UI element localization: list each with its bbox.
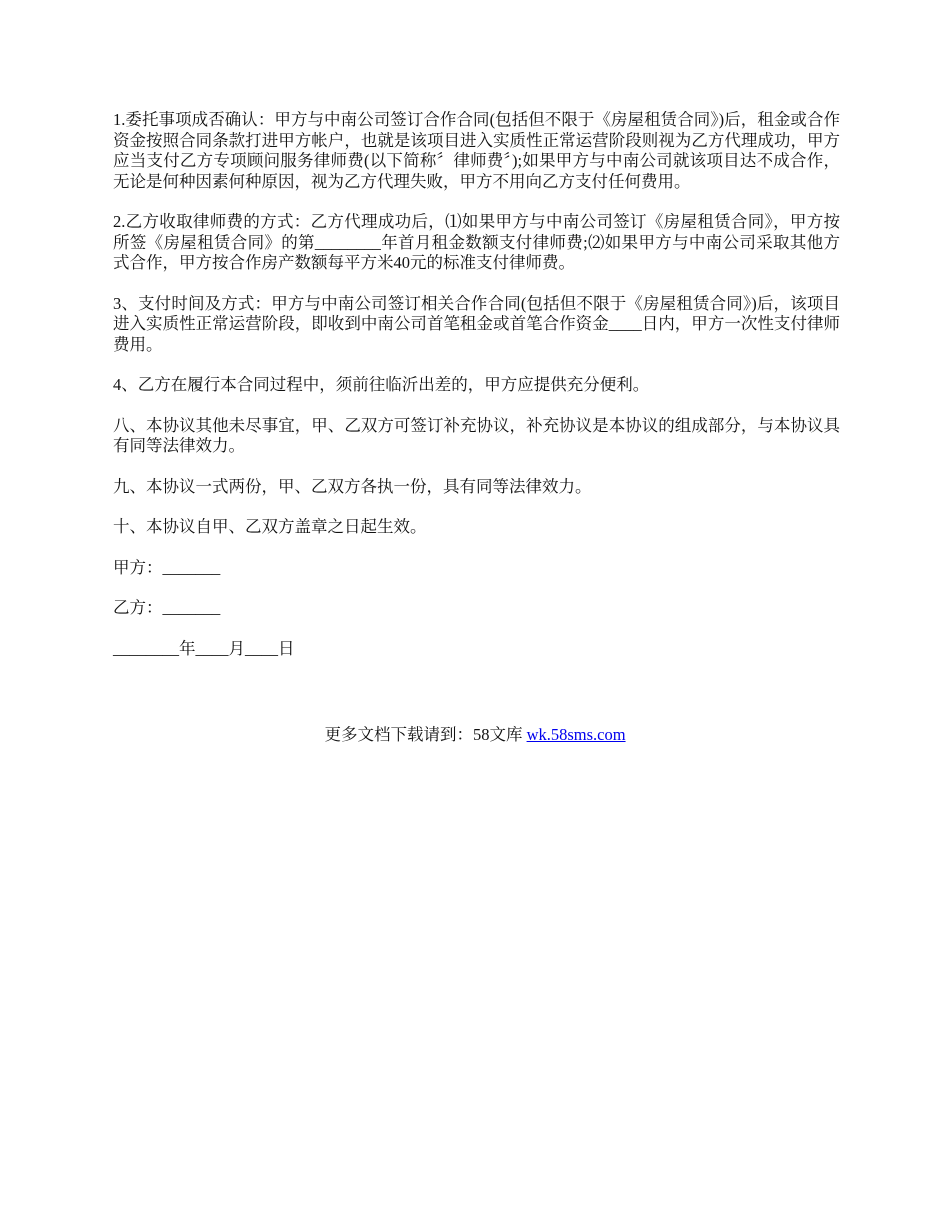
document-body bbox=[113, 110, 840, 679]
footer-text: 更多文档下载请到：58文库 bbox=[324, 725, 527, 744]
clause-1-confirmation: 1.委托事项成否确认：甲方与中南公司签订合作合同(包括但不限于《房屋租赁合同》)后，租金或合作资金按照合同条款打进甲方帐户，也就是该项目进入实质性正常运营阶段则视为乙方代理成功，甲方应当支付乙方专项顾问服务律师费(以下简称〞律师费〞);如果甲方与中南公司就该项目达不成合作，无论是何种因素何种原因，视为乙方代理失败，甲方不用向乙方支付任何费用。 bbox=[113, 110, 840, 191]
clause-4-travel: 4、乙方在履行本合同过程中，须前往临沂出差的，甲方应提供充分便利。 bbox=[113, 375, 650, 394]
footer-link[interactable]: wk.58sms.com bbox=[526, 725, 626, 744]
clause-8-supplementary: 八、本协议其他未尽事宜，甲、乙双方可签订补充协议，补充协议是本协议的组成部分，与本协议具有同等法律效力。 bbox=[113, 415, 840, 455]
party-b-signature-line: 乙方：_______ bbox=[113, 598, 221, 617]
clause-10-effective: 十、本协议自甲、乙双方盖章之日起生效。 bbox=[113, 517, 427, 536]
clause-2-fee-method: 2.乙方收取律师费的方式：乙方代理成功后，⑴如果甲方与中南公司签订《房屋租赁合同》，甲方按所签《房屋租赁合同》的第________年首月租金数额支付律师费;⑵如果甲方与中南公司采取其他方式合作，甲方按合作房产数额每平方米40元的标准支付律师费。 bbox=[113, 212, 840, 272]
date-line: ________年____月____日 bbox=[113, 638, 295, 658]
clause-3-payment-time: 3、支付时间及方式：甲方与中南公司签订相关合作合同(包括但不限于《房屋租赁合同》)后，该项目进入实质性正常运营阶段，即收到中南公司首笔租金或首笔合作资金____日内，甲方一次性支付律师费用。 bbox=[113, 293, 840, 354]
party-a-signature-line: 甲方：_______ bbox=[113, 557, 221, 577]
clause-9-copies: 九、本协议一式两份，甲、乙双方各执一份，具有同等法律效力。 bbox=[113, 476, 592, 496]
download-footer bbox=[0, 724, 950, 746]
